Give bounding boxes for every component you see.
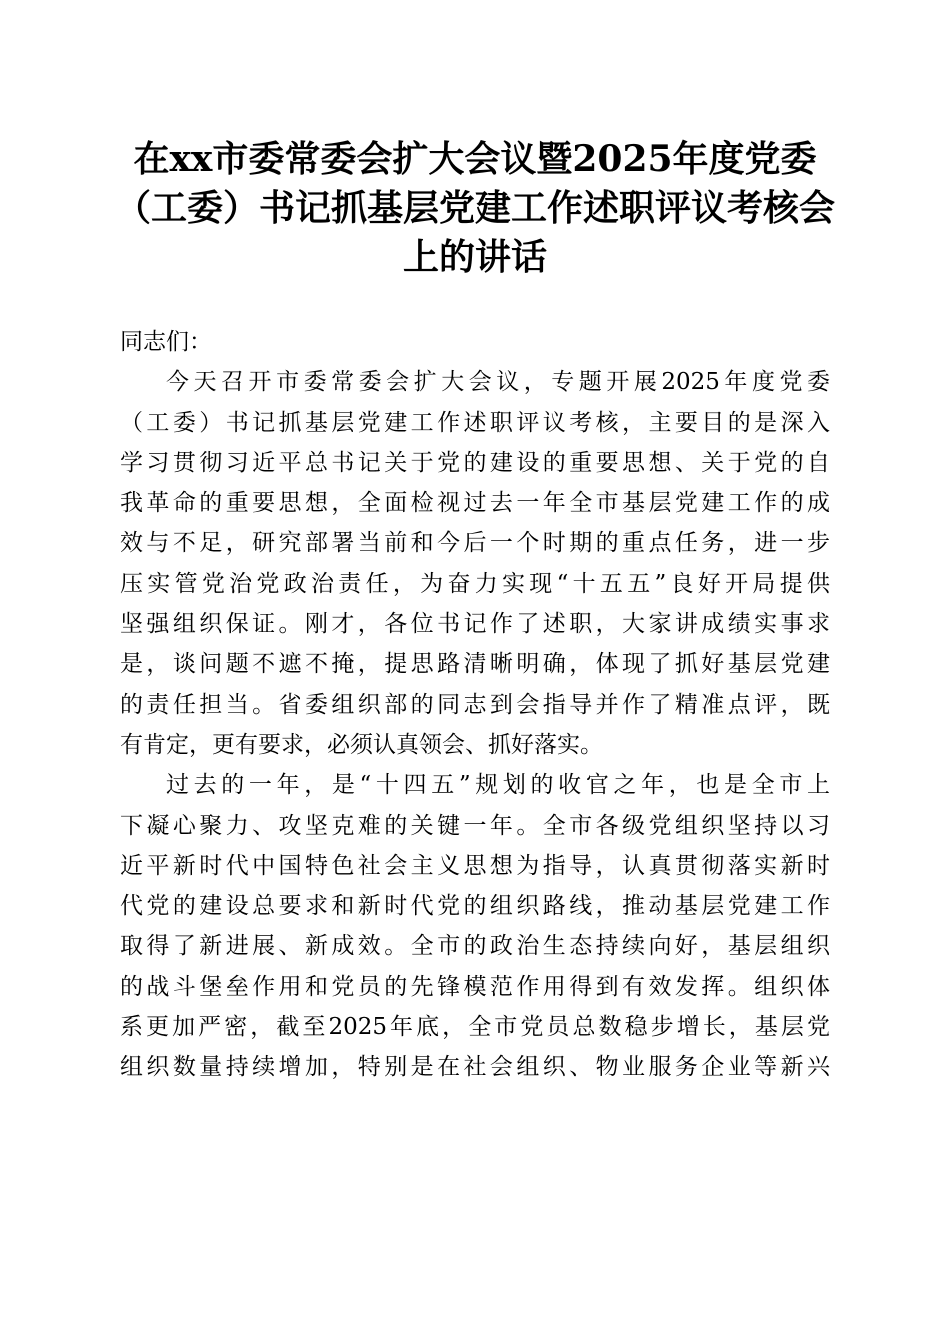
title-line: 上的讲话 (402, 236, 547, 278)
title-line: 在xx市委常委会扩大会议暨2025年度党委 (133, 138, 817, 180)
paragraph-line: 有肯定，更有要求，必须认真领会、抓好落实。 (120, 731, 603, 758)
paragraph-line: 学习贯彻习近平总书记关于党的建设的重要思想、关于党的自 (120, 449, 830, 476)
paragraph-line: 近平新时代中国特色社会主义思想为指导，认真贯彻落实新时 (120, 852, 830, 879)
document-title (100, 135, 850, 282)
speech-body (120, 322, 830, 1088)
paragraph-line: 过去的一年，是“十四五”规划的收官之年，也是全市上 (166, 772, 830, 799)
title-line: （工委）书记抓基层党建工作述职评议考核会 (114, 187, 835, 229)
paragraph-1 (120, 362, 830, 765)
paragraph-line: 效与不足，研究部署当前和今后一个时期的重点任务，进一步 (120, 530, 830, 557)
paragraph-line: 系更加严密，截至2025年底，全市党员总数稳步增长，基层党 (120, 1014, 830, 1041)
paragraph-line: 组织数量持续增加，特别是在社会组织、物业服务企业等新兴 (120, 1054, 830, 1081)
paragraph-2 (120, 765, 830, 1087)
paragraph-line: 代党的建设总要求和新时代党的组织路线，推动基层党建工作 (120, 893, 830, 920)
paragraph-line: （工委）书记抓基层党建工作述职评议考核，主要目的是深入 (120, 409, 830, 436)
paragraph-line: 的责任担当。省委组织部的同志到会指导并作了精准点评，既 (120, 691, 830, 718)
paragraph-line: 我革命的重要思想，全面检视过去一年全市基层党建工作的成 (120, 490, 830, 517)
salutation: 同志们： (120, 329, 212, 355)
paragraph-line: 是，谈问题不遮不掩，提思路清晰明确，体现了抓好基层党建 (120, 651, 830, 678)
paragraph-line: 坚强组织保证。刚才，各位书记作了述职，大家讲成绩实事求 (120, 611, 830, 638)
paragraph-line: 的战斗堡垒作用和党员的先锋模范作用得到有效发挥。组织体 (120, 973, 830, 1000)
paragraph-line: 下凝心聚力、攻坚克难的关键一年。全市各级党组织坚持以习 (120, 812, 830, 839)
paragraph-line: 今天召开市委常委会扩大会议，专题开展2025年度党委 (166, 369, 830, 396)
paragraph-line: 压实管党治党政治责任，为奋力实现“十五五”良好开局提供 (120, 570, 830, 597)
paragraph-line: 取得了新进展、新成效。全市的政治生态持续向好，基层组织 (120, 933, 830, 960)
